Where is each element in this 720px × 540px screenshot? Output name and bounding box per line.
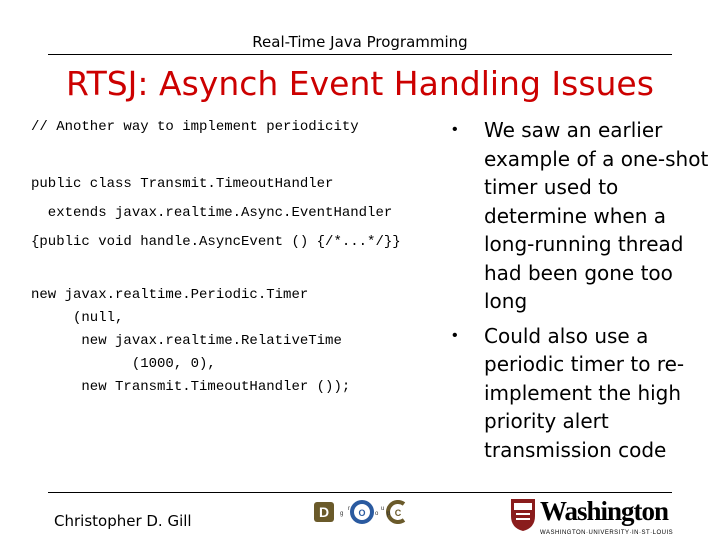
header-title: Real-Time Java Programming [252,33,468,51]
university-subtitle: WASHINGTON·UNIVERSITY·IN·ST·LOUIS [540,530,674,536]
code-line-null-arg: (null, [31,310,124,326]
bullet-text: We saw an earlier example of a one-shot timer used to determine when a long-running thread had been gone too long [484,118,709,313]
footer-divider [48,492,672,493]
code-line-class-decl: public class Transmit.TimeoutHandler [31,176,334,192]
bullet-item [448,322,710,465]
doc-logo-letter-c: C [394,508,402,518]
washington-university-shield-icon [510,498,536,532]
doc-logo-letter-d: D [318,504,330,520]
code-line-relative-time: new javax.realtime.RelativeTime [31,333,342,349]
header-divider [48,54,672,55]
doc-logo-small-o: o [375,511,379,517]
bullet-marker: • [452,121,458,138]
washington-university-logo [510,496,690,540]
bullet-marker: • [452,326,458,344]
code-comment-line: // Another way to implement periodicity [31,119,359,135]
university-name: Washington [540,496,669,526]
bullet-item [448,116,710,316]
doc-logo-small-r: r [348,506,350,512]
code-line-handler-arg: new Transmit.TimeoutHandler ()); [31,379,351,395]
code-line-extends: extends javax.realtime.Async.EventHandler [31,205,393,221]
code-line-new-timer: new javax.realtime.Periodic.Timer [31,287,309,303]
slide-title: RTSJ: Asynch Event Handling Issues [66,64,654,103]
doc-logo-letter-o: O [358,508,366,518]
doc-logo-small-p: p [387,511,391,517]
doc-logo-small-g: g [340,511,344,517]
code-line-method: {public void handle.AsyncEvent () {/*...*/}} [31,234,401,250]
doc-logo-small-u: u [381,506,385,512]
doc-group-logo [312,498,412,526]
bullet-text: Could also use a periodic timer to re-implement the high priority alert transmission code [484,323,685,462]
bullet-list [448,116,710,470]
code-line-time-args: (1000, 0), [31,356,216,372]
footer-author: Christopher D. Gill [54,512,192,530]
